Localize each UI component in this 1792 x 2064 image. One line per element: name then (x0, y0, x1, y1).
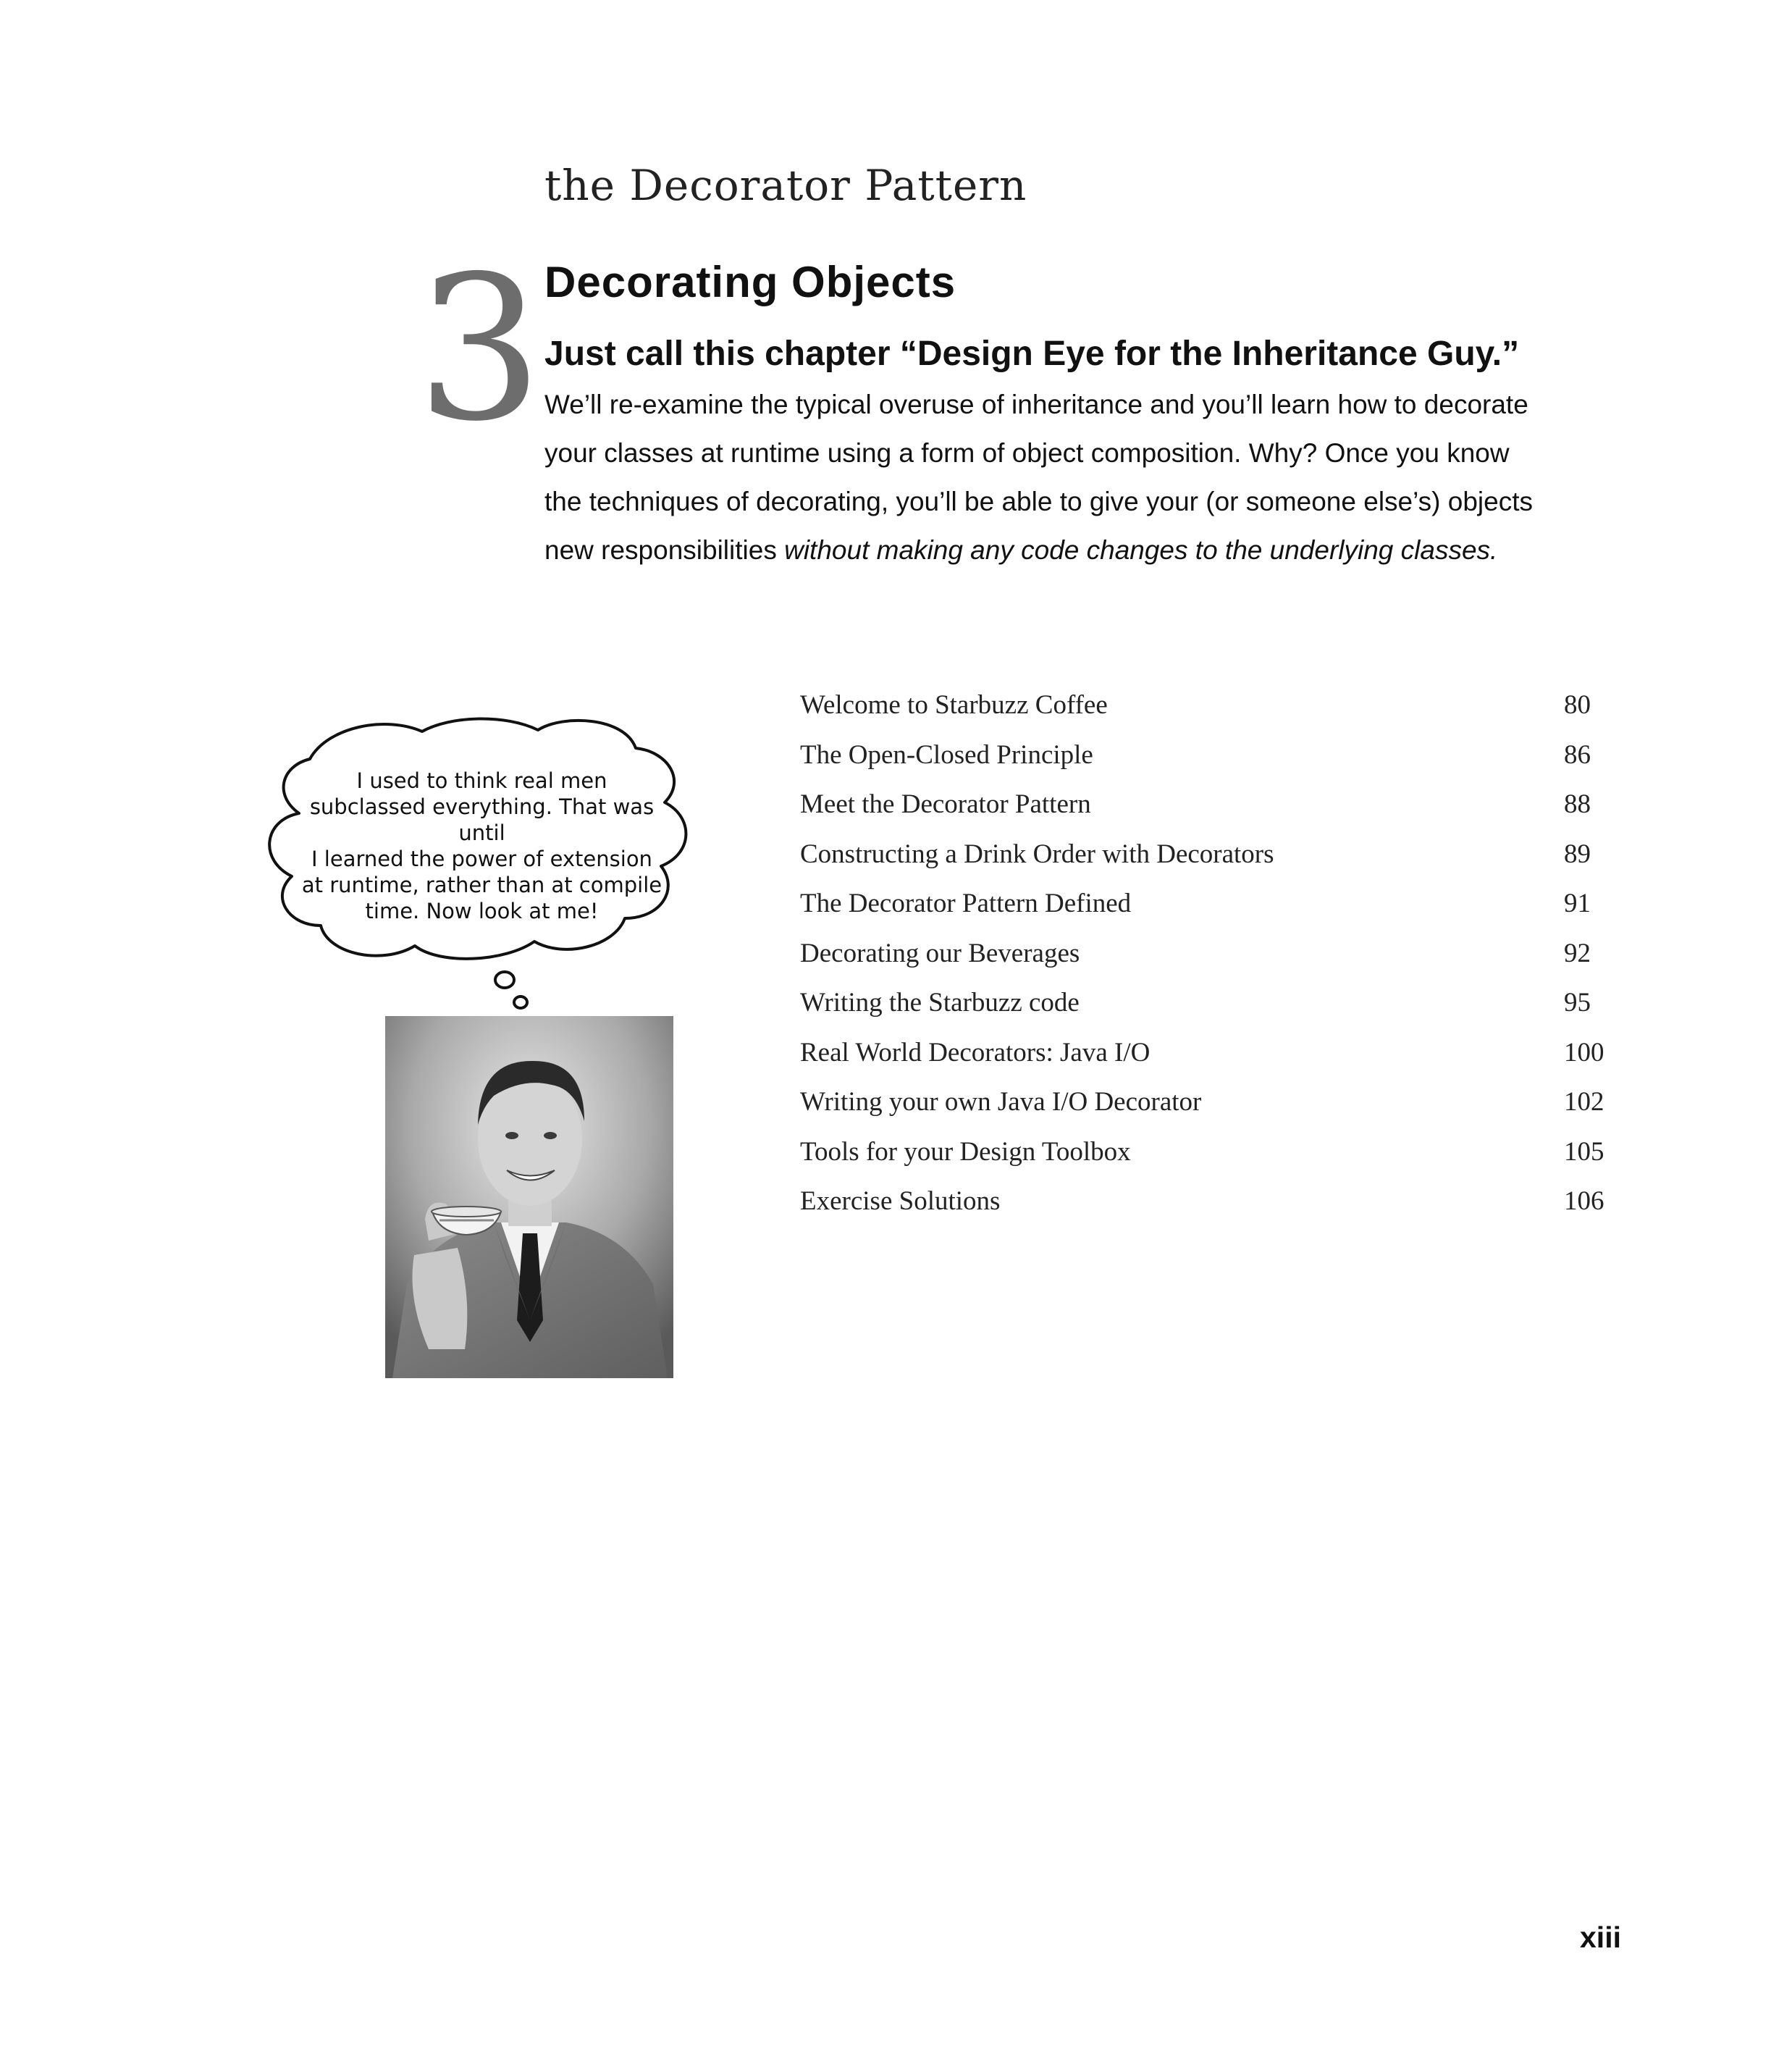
intro-lead: Just call this chapter “Design Eye for the Inheritance Guy.” (544, 335, 1520, 373)
toc-entry-title: Writing the Starbuzz code (800, 988, 1080, 1018)
bubble-line: time. Now look at me! (365, 899, 599, 923)
toc-entry[interactable] (800, 1177, 1615, 1227)
toc-entry-title: Writing your own Java I/O Decorator (800, 1087, 1202, 1117)
chapter-intro (544, 330, 1536, 574)
toc-entry[interactable] (800, 1128, 1615, 1178)
chapter-title: Decorating Objects (544, 258, 956, 306)
toc-entry-page: 105 (1564, 1136, 1604, 1167)
bubble-line: at runtime, rather than at compile (301, 873, 662, 897)
bubble-line: I learned the power of extension (311, 847, 652, 871)
toc-entry-page: 91 (1564, 889, 1591, 918)
table-of-contents (800, 681, 1615, 1227)
toc-entry[interactable] (800, 731, 1615, 781)
toc-entry[interactable] (800, 681, 1615, 731)
toc-entry-title: The Decorator Pattern Defined (800, 889, 1132, 918)
intro-emphasis: without making any code changes to the underlying classes. (784, 535, 1498, 565)
toc-entry-page: 86 (1564, 739, 1591, 770)
man-with-teacup-photo (385, 1016, 673, 1378)
man-with-teacup-illustration (385, 1016, 673, 1378)
toc-entry[interactable] (800, 879, 1615, 929)
toc-entry-page: 102 (1564, 1087, 1604, 1117)
toc-entry[interactable] (800, 978, 1615, 1028)
pattern-name: the Decorator Pattern (544, 161, 1027, 210)
toc-entry-title: Real World Decorators: Java I/O (800, 1037, 1151, 1067)
toc-entry-page: 92 (1564, 938, 1591, 968)
toc-entry[interactable] (800, 830, 1615, 880)
toc-entry-page: 106 (1564, 1186, 1604, 1216)
toc-entry-title: Meet the Decorator Pattern (800, 789, 1091, 819)
toc-entry-page: 100 (1564, 1037, 1604, 1067)
toc-entry-title: Constructing a Drink Order with Decorators (800, 839, 1274, 869)
toc-entry-page: 80 (1564, 690, 1591, 720)
toc-entry[interactable] (800, 929, 1615, 979)
bubble-line: subclassed everything. That was until (309, 794, 655, 845)
thought-bubble (259, 708, 701, 1016)
toc-entry[interactable] (800, 780, 1615, 830)
bubble-line: I used to think real men (356, 768, 607, 793)
toc-entry-page: 89 (1564, 839, 1591, 869)
toc-entry-title: Exercise Solutions (800, 1186, 1001, 1216)
toc-entry-title: Tools for your Design Toolbox (800, 1136, 1131, 1167)
toc-entry[interactable] (800, 1078, 1615, 1128)
toc-entry-page: 95 (1564, 988, 1591, 1018)
intro-body: We’ll re-examine the typical overuse of inheritance and you’ll learn how to decorate your classes at runtime using a form of object composition. Why? Once you know the techniques of decorating, you’ll be able to give your (or someone else’s) objects new responsibilities (544, 390, 1534, 565)
toc-entry[interactable] (800, 1028, 1615, 1078)
page-number: xiii (1580, 1921, 1621, 1954)
chapter-number: 3 (416, 233, 543, 465)
toc-entry-title: The Open-Closed Principle (800, 739, 1093, 770)
toc-entry-page: 88 (1564, 789, 1591, 819)
bubble-text (288, 768, 676, 924)
toc-entry-title: Decorating our Beverages (800, 938, 1080, 968)
toc-entry-title: Welcome to Starbuzz Coffee (800, 690, 1108, 720)
